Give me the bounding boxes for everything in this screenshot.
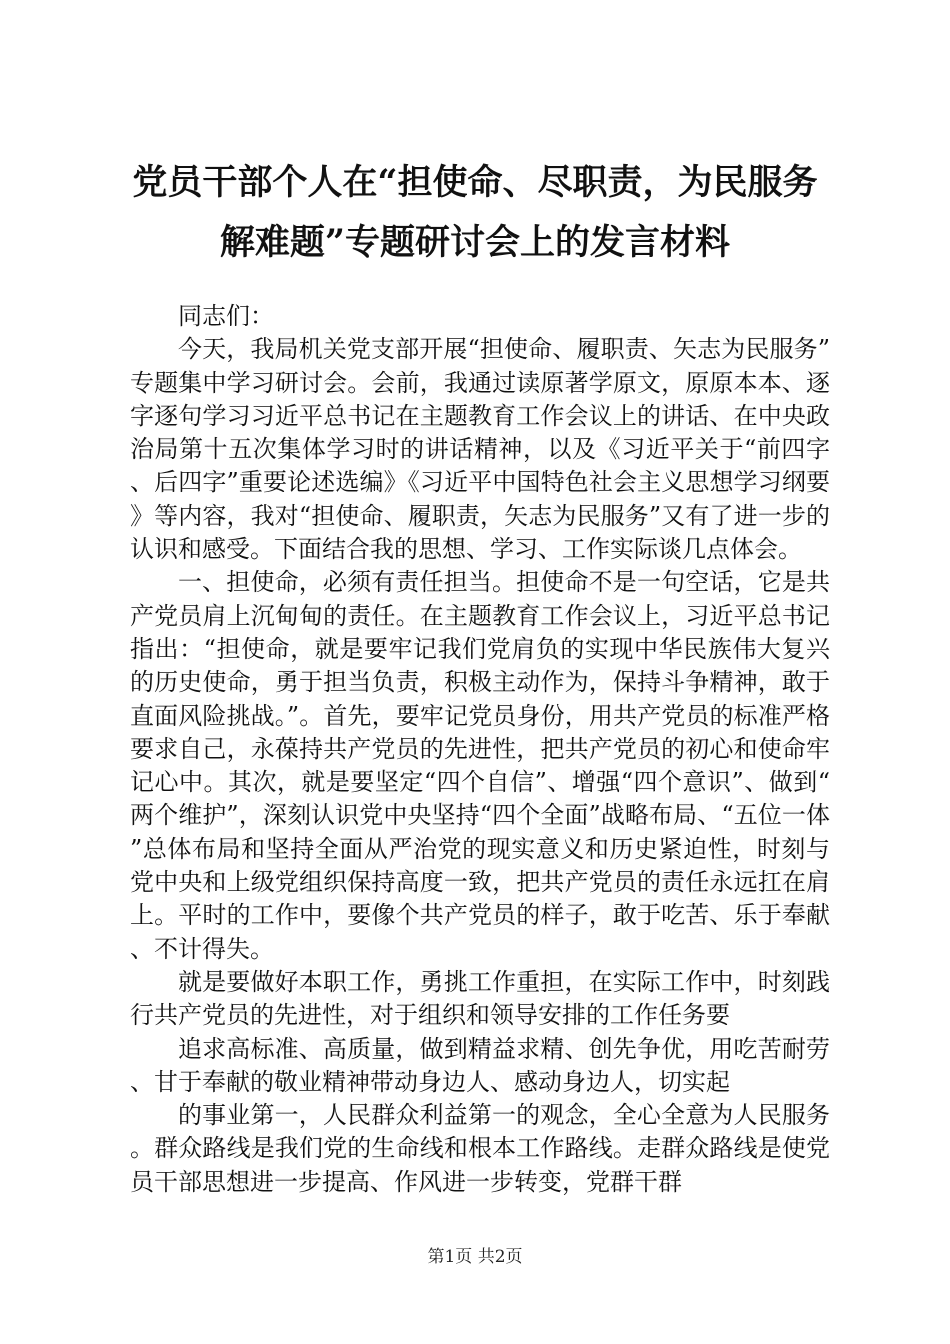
paragraph-3: 就是要做好本职工作，勇挑工作重担，在实际工作中，时刻践行共产党员的先进性，对于组织和领导安排的工作任务要 [130, 967, 830, 1030]
paragraph-2: 一、担使命，必须有责任担当。担使命不是一句空话，它是共产党员肩上沉甸甸的责任。在主题教育工作会议上，习近平总书记指出：“担使命，就是要牢记我们党肩负的实现中华民族伟大复兴的历史使命，勇于担当负责，积极主动作为，保持斗争精神，敢于直面风险挑战。”。首先，要牢记党员身份，用共产党员的标准严格要求自己，永葆持共产党员的先进性，把共产党员的初心和使命牢记心中。其次，就是要坚定“四个自信”、增强“四个意识”、做到“两个维护”，深刻认识党中央坚持“四个全面”战略布局、“五位一体”总体布局和坚持全面从严治党的现实意义和历史紧迫性，时刻与党中央和上级党组织保持高度一致，把共产党员的责任永远扛在肩上。平时的工作中，要像个共产党员的样子，敢于吃苦、乐于奉献、不计得失。 [130, 568, 830, 963]
paragraph-1: 今天，我局机关党支部开展“担使命、履职责、矢志为民服务”专题集中学习研讨会。会前，我通过读原著学原文，原原本本、逐字逐句学习习近平总书记在主题教育工作会议上的讲话、在中央政治局第十五次集体学习时的讲话精神，以及《习近平关于“前四字、后四字”重要论述选编》《习近平中国特色社会主义思想学习纲要》等内容，我对“担使命、履职责，矢志为民服务”又有了进一步的认识和感受。下面结合我的思想、学习、工作实际谈几点体会。 [130, 335, 830, 564]
salutation: 同志们： [178, 302, 274, 330]
document-title-line-1: 党员干部个人在“担使命、尽职责，为民服务 [132, 162, 818, 203]
document-title-line-2: 解难题”专题研讨会上的发言材料 [219, 222, 731, 263]
paragraph-4: 追求高标准、高质量，做到精益求精、创先争优，用吃苦耐劳、甘于奉献的敬业精神带动身边人、感动身边人，切实起 [130, 1034, 830, 1096]
paragraph-5: 的事业第一，人民群众利益第一的观念，全心全意为人民服务。群众路线是我们党的生命线和根本工作路线。走群众路线是使党员干部思想进一步提高、作风进一步转变，党群干群 [130, 1101, 830, 1196]
document-body [130, 300, 830, 1199]
page-number-footer: 第1页 共2页 [427, 1247, 523, 1267]
